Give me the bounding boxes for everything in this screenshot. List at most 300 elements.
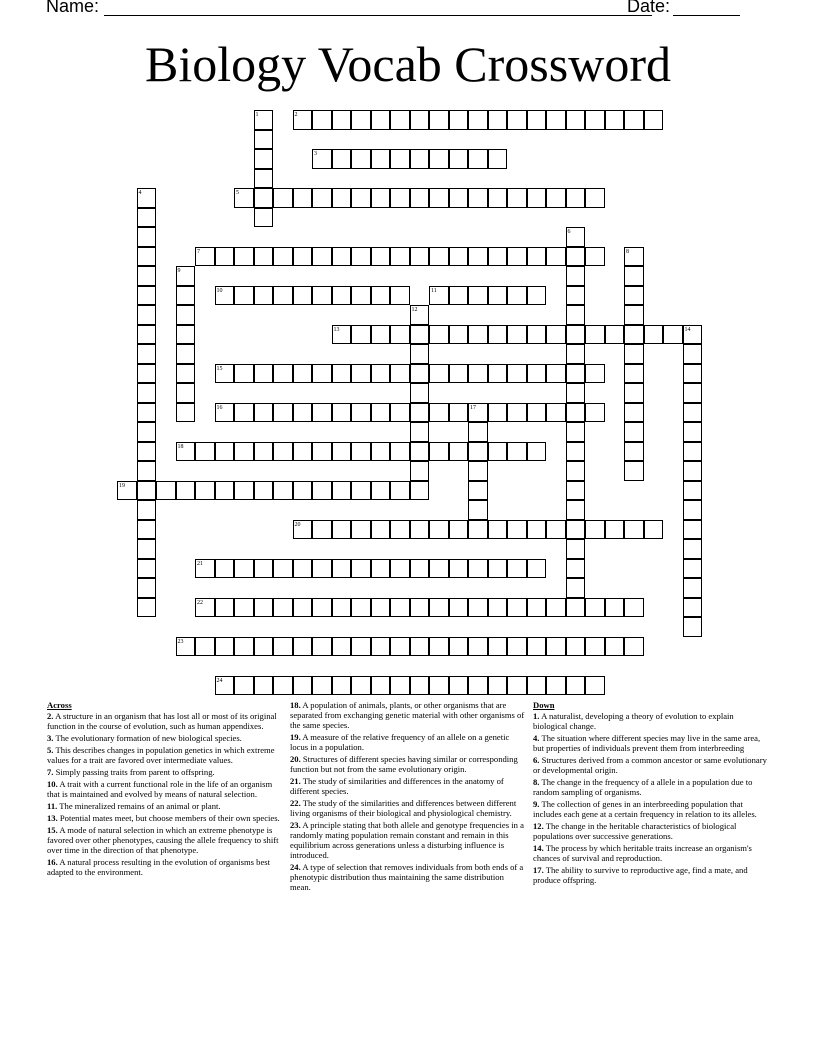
crossword-cell[interactable] <box>605 637 625 657</box>
crossword-cell[interactable] <box>585 364 605 384</box>
crossword-cell[interactable] <box>390 403 410 423</box>
crossword-cell[interactable] <box>254 442 274 462</box>
crossword-cell[interactable] <box>507 364 527 384</box>
crossword-cell[interactable] <box>566 442 586 462</box>
crossword-cell[interactable] <box>488 149 508 169</box>
crossword-cell[interactable] <box>624 325 644 345</box>
crossword-cell[interactable] <box>371 188 391 208</box>
crossword-cell[interactable] <box>176 442 196 462</box>
name-field[interactable] <box>104 15 652 16</box>
crossword-cell[interactable] <box>429 286 449 306</box>
crossword-cell[interactable] <box>546 598 566 618</box>
crossword-cell[interactable] <box>312 598 332 618</box>
crossword-cell[interactable] <box>683 539 703 559</box>
crossword-cell[interactable] <box>176 305 196 325</box>
crossword-cell[interactable] <box>449 520 469 540</box>
crossword-cell[interactable] <box>293 247 313 267</box>
crossword-cell[interactable] <box>176 481 196 501</box>
crossword-cell[interactable] <box>137 461 157 481</box>
crossword-cell[interactable] <box>137 247 157 267</box>
crossword-cell[interactable] <box>371 520 391 540</box>
crossword-cell[interactable] <box>566 344 586 364</box>
crossword-cell[interactable] <box>566 403 586 423</box>
crossword-cell[interactable] <box>215 364 235 384</box>
crossword-cell[interactable] <box>390 598 410 618</box>
crossword-cell[interactable] <box>566 247 586 267</box>
crossword-cell[interactable] <box>566 598 586 618</box>
crossword-cell[interactable] <box>273 188 293 208</box>
crossword-cell[interactable] <box>566 637 586 657</box>
crossword-cell[interactable] <box>390 325 410 345</box>
crossword-cell[interactable] <box>429 598 449 618</box>
crossword-cell[interactable] <box>468 637 488 657</box>
crossword-cell[interactable] <box>390 676 410 696</box>
crossword-cell[interactable] <box>390 188 410 208</box>
crossword-cell[interactable] <box>449 559 469 579</box>
crossword-cell[interactable] <box>254 598 274 618</box>
crossword-cell[interactable] <box>527 188 547 208</box>
crossword-cell[interactable] <box>624 461 644 481</box>
crossword-cell[interactable] <box>683 598 703 618</box>
crossword-cell[interactable] <box>468 403 488 423</box>
crossword-cell[interactable] <box>507 559 527 579</box>
crossword-cell[interactable] <box>566 188 586 208</box>
crossword-cell[interactable] <box>234 559 254 579</box>
crossword-cell[interactable] <box>215 481 235 501</box>
crossword-cell[interactable] <box>176 266 196 286</box>
crossword-cell[interactable] <box>195 637 215 657</box>
crossword-cell[interactable] <box>468 110 488 130</box>
crossword-cell[interactable] <box>273 247 293 267</box>
crossword-cell[interactable] <box>683 500 703 520</box>
crossword-cell[interactable] <box>410 520 430 540</box>
crossword-cell[interactable] <box>254 169 274 189</box>
crossword-cell[interactable] <box>683 461 703 481</box>
crossword-cell[interactable] <box>585 188 605 208</box>
crossword-cell[interactable] <box>468 520 488 540</box>
crossword-cell[interactable] <box>585 325 605 345</box>
crossword-cell[interactable] <box>507 520 527 540</box>
crossword-cell[interactable] <box>254 559 274 579</box>
crossword-cell[interactable] <box>137 364 157 384</box>
crossword-cell[interactable] <box>410 481 430 501</box>
crossword-cell[interactable] <box>273 676 293 696</box>
crossword-cell[interactable] <box>351 481 371 501</box>
crossword-cell[interactable] <box>663 325 683 345</box>
crossword-cell[interactable] <box>429 110 449 130</box>
crossword-cell[interactable] <box>137 442 157 462</box>
crossword-cell[interactable] <box>488 110 508 130</box>
crossword-cell[interactable] <box>371 149 391 169</box>
crossword-cell[interactable] <box>527 598 547 618</box>
crossword-cell[interactable] <box>624 598 644 618</box>
crossword-cell[interactable] <box>351 286 371 306</box>
crossword-cell[interactable] <box>644 110 664 130</box>
crossword-cell[interactable] <box>137 520 157 540</box>
crossword-cell[interactable] <box>254 110 274 130</box>
crossword-cell[interactable] <box>137 559 157 579</box>
crossword-cell[interactable] <box>312 403 332 423</box>
crossword-cell[interactable] <box>254 364 274 384</box>
crossword-cell[interactable] <box>546 110 566 130</box>
crossword-cell[interactable] <box>371 481 391 501</box>
crossword-cell[interactable] <box>683 383 703 403</box>
crossword-cell[interactable] <box>449 598 469 618</box>
crossword-cell[interactable] <box>371 403 391 423</box>
crossword-cell[interactable] <box>683 559 703 579</box>
crossword-cell[interactable] <box>351 149 371 169</box>
crossword-cell[interactable] <box>585 403 605 423</box>
crossword-cell[interactable] <box>566 266 586 286</box>
crossword-cell[interactable] <box>585 637 605 657</box>
crossword-cell[interactable] <box>429 364 449 384</box>
crossword-cell[interactable] <box>273 559 293 579</box>
crossword-cell[interactable] <box>683 481 703 501</box>
crossword-cell[interactable] <box>390 110 410 130</box>
crossword-cell[interactable] <box>527 637 547 657</box>
crossword-cell[interactable] <box>312 637 332 657</box>
crossword-cell[interactable] <box>566 422 586 442</box>
crossword-cell[interactable] <box>488 442 508 462</box>
crossword-cell[interactable] <box>293 188 313 208</box>
crossword-cell[interactable] <box>410 422 430 442</box>
crossword-cell[interactable] <box>137 325 157 345</box>
crossword-cell[interactable] <box>488 247 508 267</box>
crossword-cell[interactable] <box>566 383 586 403</box>
crossword-cell[interactable] <box>429 559 449 579</box>
crossword-cell[interactable] <box>351 676 371 696</box>
crossword-cell[interactable] <box>410 344 430 364</box>
crossword-cell[interactable] <box>137 403 157 423</box>
crossword-cell[interactable] <box>468 500 488 520</box>
crossword-cell[interactable] <box>312 442 332 462</box>
crossword-cell[interactable] <box>254 403 274 423</box>
crossword-cell[interactable] <box>468 247 488 267</box>
crossword-cell[interactable] <box>507 110 527 130</box>
crossword-cell[interactable] <box>566 520 586 540</box>
crossword-cell[interactable] <box>566 461 586 481</box>
crossword-cell[interactable] <box>566 286 586 306</box>
crossword-cell[interactable] <box>683 364 703 384</box>
crossword-cell[interactable] <box>371 325 391 345</box>
crossword-cell[interactable] <box>507 247 527 267</box>
crossword-cell[interactable] <box>449 110 469 130</box>
crossword-cell[interactable] <box>410 676 430 696</box>
crossword-cell[interactable] <box>137 383 157 403</box>
crossword-cell[interactable] <box>546 637 566 657</box>
crossword-cell[interactable] <box>585 247 605 267</box>
crossword-cell[interactable] <box>332 325 352 345</box>
crossword-cell[interactable] <box>273 637 293 657</box>
crossword-cell[interactable] <box>429 247 449 267</box>
crossword-cell[interactable] <box>546 364 566 384</box>
crossword-cell[interactable] <box>683 422 703 442</box>
crossword-cell[interactable] <box>234 442 254 462</box>
crossword-cell[interactable] <box>254 676 274 696</box>
crossword-cell[interactable] <box>215 598 235 618</box>
crossword-cell[interactable] <box>683 325 703 345</box>
crossword-cell[interactable] <box>507 286 527 306</box>
crossword-cell[interactable] <box>215 676 235 696</box>
crossword-cell[interactable] <box>254 130 274 150</box>
crossword-cell[interactable] <box>546 520 566 540</box>
crossword-cell[interactable] <box>371 442 391 462</box>
crossword-cell[interactable] <box>546 403 566 423</box>
crossword-cell[interactable] <box>527 520 547 540</box>
crossword-cell[interactable] <box>468 325 488 345</box>
crossword-cell[interactable] <box>429 637 449 657</box>
crossword-cell[interactable] <box>410 637 430 657</box>
crossword-cell[interactable] <box>215 286 235 306</box>
crossword-cell[interactable] <box>507 188 527 208</box>
crossword-cell[interactable] <box>371 364 391 384</box>
crossword-cell[interactable] <box>449 637 469 657</box>
crossword-cell[interactable] <box>371 286 391 306</box>
crossword-cell[interactable] <box>605 598 625 618</box>
crossword-cell[interactable] <box>449 149 469 169</box>
crossword-cell[interactable] <box>624 305 644 325</box>
crossword-cell[interactable] <box>468 422 488 442</box>
crossword-cell[interactable] <box>176 344 196 364</box>
crossword-cell[interactable] <box>293 364 313 384</box>
crossword-cell[interactable] <box>351 325 371 345</box>
crossword-cell[interactable] <box>683 442 703 462</box>
date-field[interactable] <box>673 15 740 16</box>
crossword-cell[interactable] <box>410 598 430 618</box>
crossword-cell[interactable] <box>449 286 469 306</box>
crossword-cell[interactable] <box>488 364 508 384</box>
crossword-cell[interactable] <box>293 637 313 657</box>
crossword-cell[interactable] <box>644 325 664 345</box>
crossword-cell[interactable] <box>527 247 547 267</box>
crossword-cell[interactable] <box>351 188 371 208</box>
crossword-cell[interactable] <box>312 286 332 306</box>
crossword-cell[interactable] <box>546 676 566 696</box>
crossword-cell[interactable] <box>410 559 430 579</box>
crossword-cell[interactable] <box>176 403 196 423</box>
crossword-cell[interactable] <box>488 286 508 306</box>
crossword-cell[interactable] <box>254 286 274 306</box>
crossword-cell[interactable] <box>527 110 547 130</box>
crossword-cell[interactable] <box>468 481 488 501</box>
crossword-cell[interactable] <box>137 422 157 442</box>
crossword-cell[interactable] <box>624 403 644 423</box>
crossword-cell[interactable] <box>624 110 644 130</box>
crossword-cell[interactable] <box>585 520 605 540</box>
crossword-cell[interactable] <box>312 520 332 540</box>
crossword-cell[interactable] <box>449 247 469 267</box>
crossword-cell[interactable] <box>468 461 488 481</box>
crossword-cell[interactable] <box>332 598 352 618</box>
crossword-cell[interactable] <box>390 442 410 462</box>
crossword-cell[interactable] <box>254 149 274 169</box>
crossword-cell[interactable] <box>605 110 625 130</box>
crossword-cell[interactable] <box>332 364 352 384</box>
crossword-cell[interactable] <box>254 188 274 208</box>
crossword-cell[interactable] <box>332 110 352 130</box>
crossword-cell[interactable] <box>546 325 566 345</box>
crossword-cell[interactable] <box>137 208 157 228</box>
crossword-cell[interactable] <box>137 344 157 364</box>
crossword-cell[interactable] <box>683 344 703 364</box>
crossword-cell[interactable] <box>566 325 586 345</box>
crossword-cell[interactable] <box>137 286 157 306</box>
crossword-cell[interactable] <box>273 364 293 384</box>
crossword-cell[interactable] <box>332 247 352 267</box>
crossword-cell[interactable] <box>215 442 235 462</box>
crossword-cell[interactable] <box>351 520 371 540</box>
crossword-cell[interactable] <box>312 676 332 696</box>
crossword-cell[interactable] <box>585 676 605 696</box>
crossword-cell[interactable] <box>488 188 508 208</box>
crossword-cell[interactable] <box>293 559 313 579</box>
crossword-cell[interactable] <box>176 637 196 657</box>
crossword-cell[interactable] <box>566 676 586 696</box>
crossword-cell[interactable] <box>351 247 371 267</box>
crossword-cell[interactable] <box>468 598 488 618</box>
crossword-cell[interactable] <box>566 364 586 384</box>
crossword-cell[interactable] <box>234 676 254 696</box>
crossword-cell[interactable] <box>234 598 254 618</box>
crossword-cell[interactable] <box>254 247 274 267</box>
crossword-cell[interactable] <box>254 481 274 501</box>
crossword-cell[interactable] <box>332 442 352 462</box>
crossword-cell[interactable] <box>507 325 527 345</box>
crossword-cell[interactable] <box>566 578 586 598</box>
crossword-cell[interactable] <box>488 559 508 579</box>
crossword-cell[interactable] <box>137 227 157 247</box>
crossword-cell[interactable] <box>293 110 313 130</box>
crossword-cell[interactable] <box>410 188 430 208</box>
crossword-cell[interactable] <box>137 266 157 286</box>
crossword-cell[interactable] <box>468 676 488 696</box>
crossword-cell[interactable] <box>566 110 586 130</box>
crossword-cell[interactable] <box>390 481 410 501</box>
crossword-cell[interactable] <box>683 403 703 423</box>
crossword-cell[interactable] <box>215 559 235 579</box>
crossword-cell[interactable] <box>624 266 644 286</box>
crossword-cell[interactable] <box>137 188 157 208</box>
crossword-cell[interactable] <box>605 325 625 345</box>
crossword-cell[interactable] <box>351 403 371 423</box>
crossword-cell[interactable] <box>195 481 215 501</box>
crossword-cell[interactable] <box>332 188 352 208</box>
crossword-cell[interactable] <box>332 520 352 540</box>
crossword-cell[interactable] <box>527 403 547 423</box>
crossword-cell[interactable] <box>273 598 293 618</box>
crossword-cell[interactable] <box>293 481 313 501</box>
crossword-cell[interactable] <box>410 364 430 384</box>
crossword-cell[interactable] <box>137 578 157 598</box>
crossword-cell[interactable] <box>449 442 469 462</box>
crossword-cell[interactable] <box>605 520 625 540</box>
crossword-cell[interactable] <box>410 247 430 267</box>
crossword-cell[interactable] <box>273 403 293 423</box>
crossword-cell[interactable] <box>410 305 430 325</box>
crossword-cell[interactable] <box>312 247 332 267</box>
crossword-cell[interactable] <box>488 676 508 696</box>
crossword-cell[interactable] <box>332 481 352 501</box>
crossword-cell[interactable] <box>176 383 196 403</box>
crossword-cell[interactable] <box>449 325 469 345</box>
crossword-cell[interactable] <box>234 247 254 267</box>
crossword-cell[interactable] <box>137 305 157 325</box>
crossword-cell[interactable] <box>468 442 488 462</box>
crossword-cell[interactable] <box>137 481 157 501</box>
crossword-cell[interactable] <box>312 481 332 501</box>
crossword-cell[interactable] <box>312 364 332 384</box>
crossword-cell[interactable] <box>176 325 196 345</box>
crossword-cell[interactable] <box>351 637 371 657</box>
crossword-cell[interactable] <box>449 403 469 423</box>
crossword-cell[interactable] <box>624 364 644 384</box>
crossword-cell[interactable] <box>390 364 410 384</box>
crossword-cell[interactable] <box>624 637 644 657</box>
crossword-cell[interactable] <box>527 442 547 462</box>
crossword-cell[interactable] <box>195 598 215 618</box>
crossword-cell[interactable] <box>332 637 352 657</box>
crossword-cell[interactable] <box>332 403 352 423</box>
crossword-cell[interactable] <box>390 637 410 657</box>
crossword-cell[interactable] <box>468 149 488 169</box>
crossword-cell[interactable] <box>488 520 508 540</box>
crossword-cell[interactable] <box>546 188 566 208</box>
crossword-cell[interactable] <box>468 188 488 208</box>
crossword-cell[interactable] <box>624 520 644 540</box>
crossword-cell[interactable] <box>332 676 352 696</box>
crossword-cell[interactable] <box>507 403 527 423</box>
crossword-cell[interactable] <box>195 559 215 579</box>
crossword-cell[interactable] <box>254 637 274 657</box>
crossword-cell[interactable] <box>332 286 352 306</box>
crossword-cell[interactable] <box>683 520 703 540</box>
crossword-cell[interactable] <box>449 676 469 696</box>
crossword-cell[interactable] <box>527 364 547 384</box>
crossword-cell[interactable] <box>293 520 313 540</box>
crossword-cell[interactable] <box>566 539 586 559</box>
crossword-cell[interactable] <box>234 403 254 423</box>
crossword-cell[interactable] <box>293 442 313 462</box>
crossword-cell[interactable] <box>410 149 430 169</box>
crossword-cell[interactable] <box>488 637 508 657</box>
crossword-cell[interactable] <box>371 676 391 696</box>
crossword-cell[interactable] <box>507 676 527 696</box>
crossword-cell[interactable] <box>429 403 449 423</box>
crossword-cell[interactable] <box>137 598 157 618</box>
crossword-cell[interactable] <box>137 500 157 520</box>
crossword-cell[interactable] <box>234 188 254 208</box>
crossword-cell[interactable] <box>215 637 235 657</box>
crossword-cell[interactable] <box>410 383 430 403</box>
crossword-cell[interactable] <box>195 442 215 462</box>
crossword-cell[interactable] <box>293 676 313 696</box>
crossword-cell[interactable] <box>312 149 332 169</box>
crossword-cell[interactable] <box>624 383 644 403</box>
crossword-cell[interactable] <box>624 442 644 462</box>
crossword-cell[interactable] <box>410 442 430 462</box>
crossword-cell[interactable] <box>566 559 586 579</box>
crossword-cell[interactable] <box>624 286 644 306</box>
crossword-cell[interactable] <box>644 520 664 540</box>
crossword-cell[interactable] <box>488 325 508 345</box>
crossword-cell[interactable] <box>624 344 644 364</box>
crossword-cell[interactable] <box>410 325 430 345</box>
crossword-cell[interactable] <box>449 188 469 208</box>
crossword-cell[interactable] <box>234 364 254 384</box>
crossword-cell[interactable] <box>566 305 586 325</box>
crossword-cell[interactable] <box>624 422 644 442</box>
crossword-cell[interactable] <box>351 442 371 462</box>
